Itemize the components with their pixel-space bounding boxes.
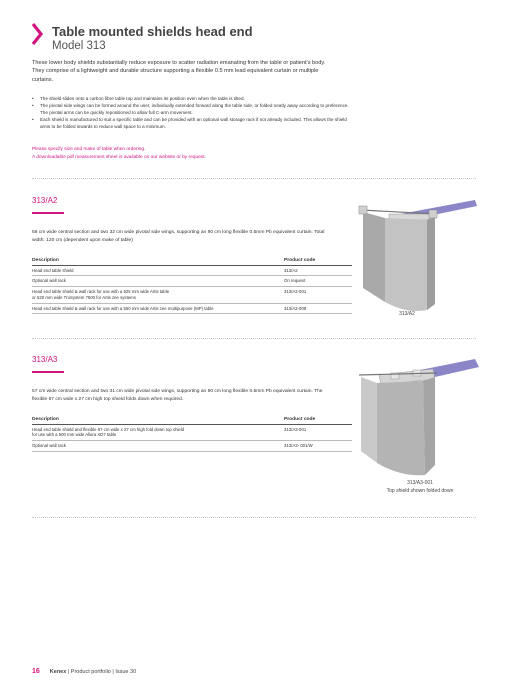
image-caption: 313/A2 xyxy=(399,311,415,317)
caption-line: 313/A3-001 xyxy=(407,480,433,486)
section-underline xyxy=(32,212,64,214)
table-cell: Head end table shield xyxy=(32,265,284,276)
table-row xyxy=(32,287,352,304)
column-header-product-code: Product code xyxy=(284,257,352,265)
table-cell: 313/A3-001 xyxy=(284,424,352,441)
product-table-313-a3 xyxy=(32,416,352,452)
intro-paragraph: These lower body shields substantially reduce exposure to scatter radiation emanating from the table or patient’s body. They comprise of a lightweight and durable structure supporting a flexible 0.5 mm lead equivalent curtain or multiple curtains. xyxy=(32,60,326,83)
section-heading-313-a3: 313/A3 xyxy=(32,355,58,364)
section-description: 57 cm wide central section and two 31 cm wide pivotal side wings, supporting an 80 cm long flexible 0.5mm Pb equivalent curtain. The flexible 57 cm wide x 27 cm high top shield folds down when required. xyxy=(32,389,323,402)
caption-line: Top shield shown folded down xyxy=(386,487,454,494)
image-caption xyxy=(355,480,485,495)
feature-item: • The pivotal side wings can be formed around the user, individually extended forward along the table side, or folded neatly away according to preference. The pivotal arms can be quickly repositioned to allow full C-arm movement. xyxy=(32,102,352,116)
table-cell: Head end table shield & wall rack for use with a 550 mm wide Artis zee multipurpose (MP) table xyxy=(32,303,284,314)
page-number: 16 xyxy=(32,668,40,675)
table-cell: 313/A2 xyxy=(284,265,352,276)
section-heading-313-a2: 313/A2 xyxy=(32,196,58,205)
section-underline xyxy=(32,371,64,373)
table-cell: 313/A3- 001/W xyxy=(284,441,352,452)
page-subtitle: Model 313 xyxy=(52,40,106,52)
column-header-product-code: Product code xyxy=(284,416,352,424)
table-cell: 313/A2-008 xyxy=(284,303,352,314)
table-row xyxy=(32,441,352,452)
table-row xyxy=(32,276,352,287)
ordering-note xyxy=(32,146,206,161)
product-table-313-a2 xyxy=(32,257,352,314)
table-row xyxy=(32,424,352,441)
table-row xyxy=(32,303,352,314)
table-cell: Optional wall rack xyxy=(32,276,284,287)
divider xyxy=(32,517,476,518)
page-title: Table mounted shields head end xyxy=(52,24,253,39)
product-image-313-a2 xyxy=(355,190,480,315)
feature-list xyxy=(32,95,352,131)
column-header-description: Description xyxy=(32,257,284,265)
column-header-description: Description xyxy=(32,416,284,424)
feature-item: • Each shield is manufactured to suit a specific table and can be provided with an optional wall storage rack if not already included. This allows the shield arms to be folded inwards to reduce wall space to a minimum. xyxy=(32,116,352,130)
table-cell: Head end table shield and flexible 57 cm wide x 27 cm high fold down top shield for use with a 500 mm wide Allura XD7 table xyxy=(32,424,284,441)
note-line: A downloadable pdf measurement sheet is available on our website or by request. xyxy=(32,154,206,160)
footer-text: | Product portfolio | Issue 30 xyxy=(66,669,137,675)
divider xyxy=(32,178,476,179)
table-cell: Optional wall rack xyxy=(32,441,284,452)
table-cell: Head end table shield & wall rack for use with a 525 mm wide Artis table or 520 mm wide TruSystem 7500 for Artis zee systems xyxy=(32,287,284,304)
product-image-313-a3 xyxy=(355,355,480,480)
chevron-right-icon xyxy=(30,22,44,46)
table-cell: On request xyxy=(284,276,352,287)
note-line: Please specify size and make of table when ordering. xyxy=(32,147,146,152)
footer-brand: Kenex xyxy=(49,669,67,675)
divider xyxy=(32,338,476,339)
section-description: 56 cm wide central section and two 32 cm wide pivotal side wings, supporting an 80 cm long flexible 0.5mm Pb equivalent curtain. Total width: 120 cm (dependent upon make of table) xyxy=(32,230,325,243)
table-cell: 313/A2-001 xyxy=(284,287,352,304)
table-row xyxy=(32,265,352,276)
page-footer xyxy=(32,668,136,675)
feature-item: • The shield slides onto a carbon fibre table top and maintains its position even when the table is tilted. xyxy=(32,95,352,102)
